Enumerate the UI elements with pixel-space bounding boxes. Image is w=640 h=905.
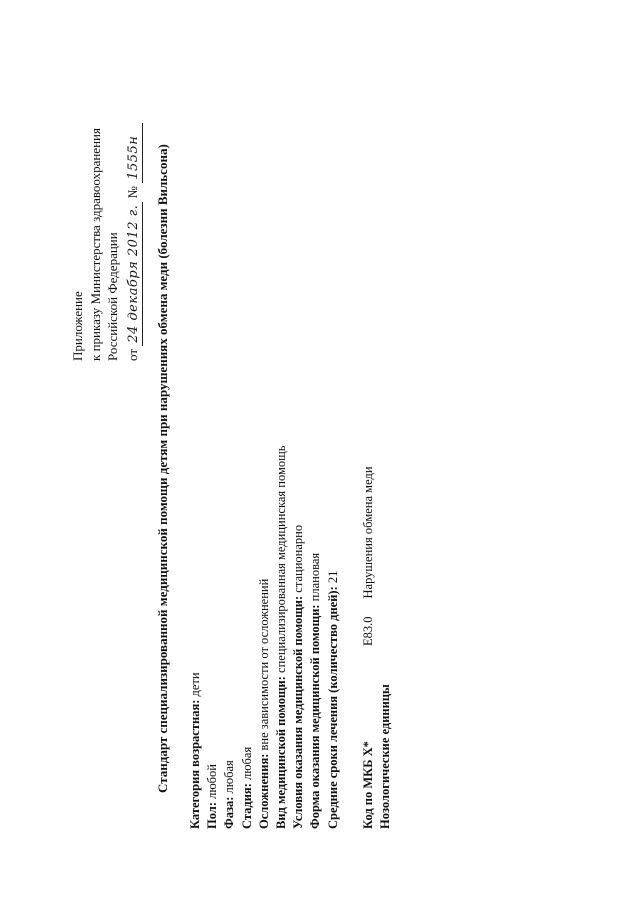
param-label: Вид медицинской помощи: <box>274 676 289 829</box>
param-sex <box>204 446 221 829</box>
handwritten-date: 24 декабря 2012 г. <box>125 202 144 346</box>
param-label: Пол: <box>205 802 220 829</box>
icd-code-entry <box>360 466 377 646</box>
param-label: Стадия: <box>239 783 254 829</box>
param-value: специализированная медицинская помощь <box>274 445 289 673</box>
order-ministry-line: к приказу Министерства здравоохранения <box>87 128 103 361</box>
appendix-label: Приложение <box>70 291 85 361</box>
param-stage <box>239 446 256 829</box>
param-value: стационарно <box>291 524 306 593</box>
param-value: любая <box>222 760 237 794</box>
param-label: Форма оказания медицинской помощи: <box>308 604 323 829</box>
param-label: Категория возрастная: <box>188 699 202 829</box>
param-phase <box>221 446 238 829</box>
icd-code-row <box>360 466 377 829</box>
icd-code-label: Код по МКБ X* <box>361 741 375 829</box>
param-label: Осложнения: <box>256 753 271 829</box>
param-value: любая <box>239 746 254 781</box>
order-date-number-line <box>124 123 144 361</box>
param-label: Условия оказания медицинской помощи: <box>291 595 306 829</box>
param-value: 21 <box>325 570 340 584</box>
standard-parameters <box>187 446 342 829</box>
param-value: вне зависимости от осложнений <box>256 578 271 751</box>
param-care-form <box>307 446 324 829</box>
approval-block <box>69 123 143 361</box>
param-care-conditions <box>290 446 307 829</box>
handwritten-order-number: 1555н <box>125 123 144 183</box>
param-value: любой <box>205 764 220 799</box>
param-label: Средние сроки лечения (количество дней): <box>325 586 340 829</box>
param-value: плановая <box>308 552 323 602</box>
param-treatment-duration <box>325 446 342 829</box>
document-title: Стандарт специализированной медицинской помощи детям при нарушениях обмена меди (болезни Вильсона) <box>155 144 170 793</box>
param-complications <box>256 446 273 829</box>
nosology-row <box>377 684 394 829</box>
from-label: от <box>124 348 140 361</box>
nosology-label: Нозологические единицы <box>378 684 392 829</box>
number-sign: № <box>124 186 140 199</box>
icd-code: E83.0 <box>361 616 375 646</box>
param-care-type <box>273 446 290 829</box>
icd-code-description: Нарушения обмена меди <box>361 466 375 599</box>
federation-line: Российской Федерации <box>105 232 120 361</box>
param-age-category <box>187 446 204 829</box>
param-label: Фаза: <box>222 796 237 829</box>
param-value: дети <box>188 672 202 697</box>
icd-codes-block <box>360 466 394 829</box>
